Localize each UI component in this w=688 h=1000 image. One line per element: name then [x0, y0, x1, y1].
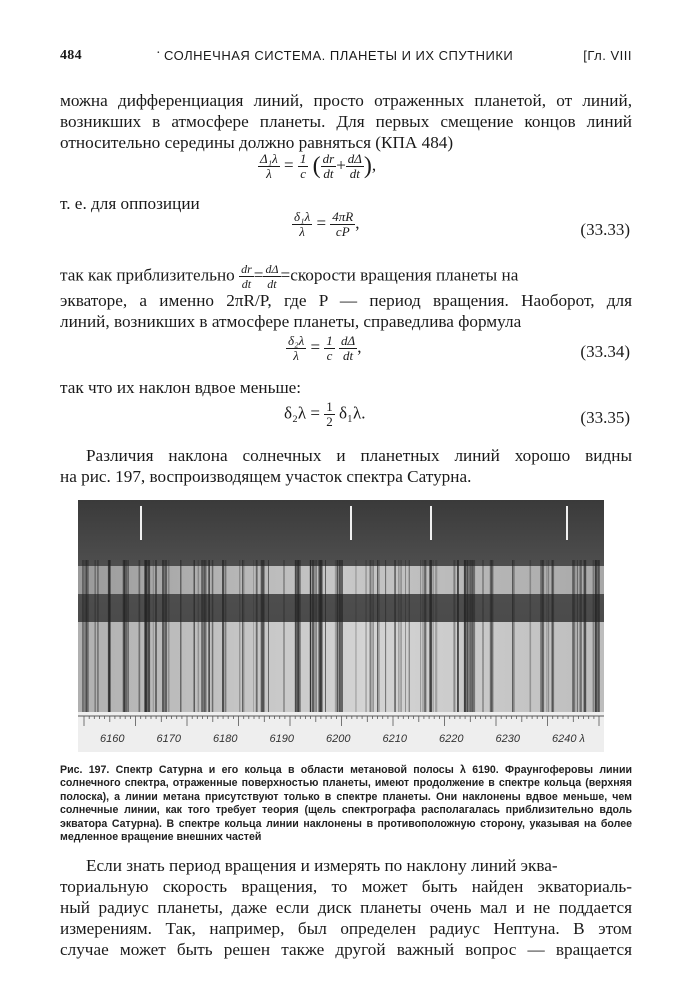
absorption-line [95, 560, 96, 712]
eq3-lhs-den: λ [293, 348, 299, 363]
eq3-rhs-num: dΔ [341, 333, 356, 348]
scale-label: 6180 [213, 733, 238, 745]
absorption-line [208, 560, 209, 712]
absorption-line [325, 560, 326, 712]
absorption-line [180, 560, 182, 712]
absorption-line [310, 560, 311, 712]
absorption-line [316, 560, 318, 712]
comparison-line [430, 506, 432, 540]
absorption-line [372, 560, 374, 712]
equation-4 [284, 400, 365, 429]
absorption-line [222, 560, 224, 712]
body-line: измерениям. Так, например, был определен радиус Нептуна. В этом [60, 919, 632, 938]
absorption-line [209, 560, 210, 712]
absorption-line [453, 560, 455, 712]
eq1-t1-den: dt [323, 166, 334, 181]
equation-2: $\frac{\text{δ₁λ}}{\lambda}$ = $\frac{4\pi R}{cP}$ , [294, 209, 360, 239]
comparison-line [140, 506, 142, 540]
absorption-line [169, 560, 170, 712]
absorption-line [212, 560, 214, 712]
absorption-line [253, 560, 254, 712]
scale-label: 6210 [382, 733, 407, 745]
absorption-line [165, 560, 168, 712]
body-line-with-fractions: так как приблизительно $\frac{dr}{dt}$ = $\frac{d\Delta}{dt}$ =скорости вращения планеты на [60, 262, 519, 291]
absorption-line [552, 560, 554, 712]
absorption-line [597, 560, 600, 712]
scale-label: 6170 [156, 733, 181, 745]
absorption-line [162, 560, 164, 712]
absorption-line [512, 560, 513, 712]
absorption-line [312, 560, 315, 712]
since-f1-num: dr [241, 262, 252, 276]
scale-label: 6240 λ [552, 733, 585, 745]
scale-label: 6230 [495, 733, 520, 745]
running-title: СОЛНЕЧНАЯ СИСТЕМА. ПЛАНЕТЫ И ИХ СПУТНИКИ [164, 48, 514, 63]
absorption-line [593, 560, 595, 712]
equation-number: (33.34) [580, 342, 630, 361]
absorption-line [109, 560, 110, 712]
body-line: ный радиус планеты, даже если диск планеты очень мал и не поддается [60, 898, 632, 917]
page-header [60, 48, 632, 70]
absorption-line [322, 560, 323, 712]
header-dot: · [156, 46, 161, 61]
absorption-line [128, 560, 129, 712]
eq1-mid-num: 1 [299, 151, 307, 166]
absorption-line [148, 560, 150, 712]
body-line: так что их наклон вдвое меньше: [60, 378, 302, 397]
absorption-line [268, 560, 269, 712]
absorption-line [548, 560, 549, 712]
absorption-line [580, 560, 582, 712]
since-post-text: =скорости вращения планеты на [280, 265, 519, 285]
absorption-line [420, 560, 421, 712]
eq1-lhs-num: Δ₁λ [260, 151, 278, 166]
absorption-line [394, 560, 396, 712]
eq3-lhs-num: δ₂λ [288, 333, 305, 348]
eq1-lhs-den: λ [266, 166, 272, 181]
body-line: возникших в атмосфере планеты. Для первых смещение концов линий [60, 112, 632, 131]
eq3-mid-num: 1 [326, 333, 333, 348]
absorption-line [97, 560, 99, 712]
absorption-line [400, 560, 402, 712]
absorption-line [155, 560, 156, 712]
scale-label: 6190 [269, 733, 294, 745]
body-line: можна дифференциация линий, просто отраженных планетой, от линий, [60, 91, 632, 110]
eq1-t2-den: dt [349, 166, 360, 181]
since-f2-num: dΔ [265, 262, 279, 276]
absorption-line [530, 560, 532, 712]
scale-label: 6160 [100, 733, 125, 745]
absorption-line [465, 560, 466, 712]
absorption-line [355, 560, 356, 712]
absorption-line [424, 560, 426, 712]
eq4-lhs: δ₂λ = [284, 403, 321, 423]
page-number: 484 [60, 48, 82, 63]
eq4-rhs: δ₁λ. [339, 403, 366, 423]
eq3-rhs-den: dt [343, 348, 354, 363]
equation-number: (33.35) [580, 408, 630, 427]
absorption-line [338, 560, 339, 712]
absorption-line [546, 560, 547, 712]
absorption-line [194, 560, 196, 712]
absorption-line [84, 560, 86, 712]
absorption-line [429, 560, 432, 712]
absorption-line [370, 560, 372, 712]
absorption-line [473, 560, 476, 712]
absorption-line [365, 560, 366, 712]
eq3-mid-den: c [326, 348, 333, 363]
scale-label: 6220 [439, 733, 464, 745]
body-line: на рис. 197, воспроизводящем участок спектра Сатурна. [60, 467, 472, 486]
absorption-line [205, 560, 207, 712]
scale-label: 6200 [326, 733, 351, 745]
absorption-line [435, 560, 437, 712]
absorption-line [405, 560, 406, 712]
body-line: т. е. для оппозиции [60, 194, 200, 213]
absorption-line [482, 560, 483, 712]
absorption-line [127, 560, 128, 712]
body-line: Если знать период вращения и измерять по наклону линий эква- [86, 856, 558, 875]
absorption-line [203, 560, 205, 712]
absorption-line [86, 560, 88, 712]
absorption-line [584, 560, 587, 712]
absorption-line [82, 560, 84, 712]
body-line: случае может быть решен также другой важный вопрос — вращается [60, 940, 632, 959]
absorption-line [467, 560, 469, 712]
absorption-line [335, 560, 336, 712]
eq1-mid-den: c [300, 166, 307, 181]
absorption-line [339, 560, 341, 712]
absorption-line [243, 560, 245, 712]
absorption-line [225, 560, 226, 712]
wavelength-scale [78, 712, 604, 752]
absorption-line [262, 560, 265, 712]
eq2-rhs-num: 4πR [332, 209, 354, 224]
comparison-line [566, 506, 568, 540]
eq2-rhs-den: cP [335, 224, 350, 239]
absorption-line [153, 560, 154, 712]
absorption-line [491, 560, 493, 712]
absorption-line [256, 560, 258, 712]
scale-labels [100, 733, 585, 745]
absorption-line [542, 560, 543, 712]
body-line: относительно середины должно равняться (КПА 484) [60, 133, 454, 152]
absorption-line [540, 560, 542, 712]
equation-3: $\frac{\text{δ₂λ}}{\lambda}$ = $\frac{1}{c}$ $\frac{d\Delta}{dt}$ , [288, 333, 362, 363]
absorption-line [337, 560, 338, 712]
absorption-line [340, 560, 343, 712]
body-line: Различия наклона солнечных и планетных линий хорошо видны [86, 446, 632, 465]
absorption-line [574, 560, 576, 712]
absorption-line [284, 560, 285, 712]
absorption-line [201, 560, 202, 712]
absorption-line [298, 560, 301, 712]
absorption-line [146, 560, 148, 712]
absorption-line [398, 560, 399, 712]
absorption-line [595, 560, 597, 712]
absorption-line [385, 560, 386, 712]
absorption-line [577, 560, 578, 712]
comparison-line [350, 506, 352, 540]
eq1-t2-num: dΔ [347, 151, 362, 166]
since-f2-den: dt [267, 277, 277, 291]
since-text: так как приблизительно [60, 265, 235, 285]
absorption-line [423, 560, 424, 712]
eq2-lhs-num: δ₁λ [294, 209, 311, 224]
body-line: ториальную скорость вращения, то может быть найден экваториаль- [60, 877, 632, 896]
figure-caption: Рис. 197. Спектр Сатурна и его кольца в области метановой полосы λ 6190. Фраунгоферовы линии солнечного спектра, отраженные поверхностью планеты, имеют продолжение в спектре кольца (верхняя полоска), а линии метана присутствуют только в спектре планеты. Они наклонены вдвое меньше, чем солнечные линии, как того требует теория (щель спектрографа располагалась приблизительно вдоль экватора Сатурна). В спектре кольца линии наклонены в противоположную сторону, указывая на более медленное вращение внешних частей [60, 764, 632, 844]
equation-number: (33.33) [580, 220, 630, 239]
absorption-line [139, 560, 141, 712]
eq2-lhs-den: λ [299, 224, 305, 239]
body-line: линий, возникших в атмосфере планеты, справедлива формула [60, 312, 522, 331]
body-line: экваторе, а именно 2πR/P, где P — период вращения. Наоборот, для [60, 291, 632, 310]
equation-1: $\frac{\text{Δ₁λ}}{\lambda}$ = $\frac{1}{c}$ ( $\frac{dr}{dt}$ + $\frac{d\Delta}{dt}$ ), [260, 151, 377, 181]
absorption-line [377, 560, 380, 712]
absorption-line [198, 560, 200, 712]
absorption-line [261, 560, 262, 712]
absorption-line [240, 560, 241, 712]
eq1-t1-num: dr [322, 151, 335, 166]
absorption-line [125, 560, 126, 712]
chapter-label: [Гл. VIII [583, 48, 632, 63]
eq4-num: 1 [326, 399, 333, 414]
absorption-line [433, 560, 434, 712]
saturn-spectrum-figure [78, 500, 604, 752]
absorption-line [457, 560, 459, 712]
eq4-den: 2 [326, 414, 333, 429]
absorption-line [409, 560, 410, 712]
since-f1-den: dt [241, 277, 252, 291]
